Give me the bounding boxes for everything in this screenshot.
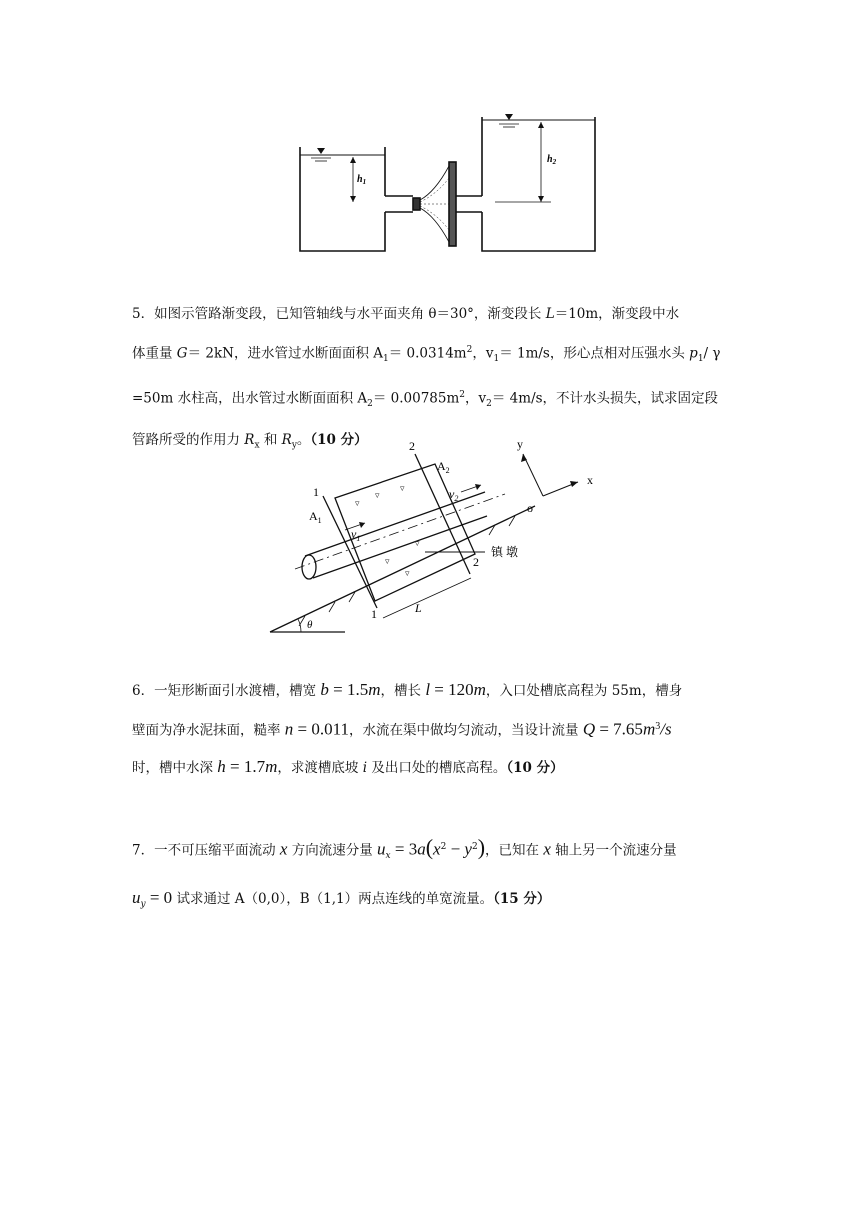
q7-line-2 [132, 877, 742, 926]
q5-text: 5．如图示管路渐变段，已知管轴线与水平面夹角 θ＝30°，渐变段长 [132, 306, 546, 322]
q6-text: 及出口处的槽底高程。 [367, 759, 507, 776]
a1-sub: 1 [317, 516, 322, 525]
svg-text:▿: ▿ [405, 568, 410, 578]
q6-text: ，槽长 [380, 683, 426, 699]
q5-text: ，v [472, 345, 494, 362]
q5-text: ＝ 1m/s，形心点相对压强水头 [499, 345, 690, 362]
svg-text:▿: ▿ [385, 556, 390, 566]
sub: x [254, 441, 260, 452]
h2-label: h [547, 154, 553, 165]
var-b: b [320, 680, 329, 699]
a2-sub: 2 [445, 466, 450, 475]
q5-line-2 [132, 332, 742, 377]
h2-sub: 2 [552, 158, 557, 166]
var-Q: Q [582, 719, 596, 739]
section-2-bottom-label: 2 [473, 555, 479, 569]
q6-text: ，入口处槽底高程为 55m，槽身 [485, 683, 683, 699]
q5-text: ＝10m，渐变段中水 [554, 306, 680, 322]
eq: = 3 [390, 839, 418, 859]
svg-text:▿: ▿ [355, 498, 360, 508]
q5-text: 体重量 [132, 345, 177, 362]
sub: 1 [493, 354, 500, 365]
section-2-top-label: 2 [409, 439, 415, 453]
q7-score: （15 分） [493, 891, 551, 908]
q5-text: / γ [703, 345, 721, 362]
q6-text: 壁面为净水泥抹面，糙率 [132, 722, 285, 739]
svg-text:▿: ▿ [375, 490, 380, 500]
q7-line-1 [132, 826, 742, 877]
q6-text: 时，槽中水深 [132, 759, 218, 776]
sub: 1 [697, 354, 704, 365]
unit: m [642, 719, 656, 739]
q5-text: ＝ 0.00785m [372, 390, 460, 407]
length-label: L [415, 601, 422, 615]
svg-text:▿: ▿ [415, 538, 420, 548]
q5-line-1 [132, 296, 742, 332]
var-R: R [281, 432, 292, 449]
sub: y [291, 441, 297, 452]
paren: ) [477, 834, 486, 860]
q7-text: 轴上另一个流速分量 [550, 842, 677, 859]
sub: 2 [486, 399, 492, 410]
svg-text:h2 [547, 154, 557, 166]
unit: m [368, 680, 381, 699]
question-6 [132, 672, 742, 786]
var-a: a [417, 839, 426, 859]
q5-text: 和 [259, 432, 282, 449]
q7-text: 7．一不可压缩平面流动 [132, 842, 280, 859]
var-h: h [217, 756, 226, 776]
unit: m [473, 680, 486, 699]
q7-text: 试求通过 A（0,0），B（1,1）两点连线的单宽流量。 [172, 891, 494, 908]
var-u: u [132, 888, 141, 908]
var-x: x [279, 839, 288, 859]
var-n: n [284, 719, 294, 739]
var-p: p [689, 345, 698, 362]
tank-jet-figure [295, 112, 600, 262]
value: = 0.011 [293, 719, 350, 739]
var-G: G [176, 345, 188, 362]
angle-label: θ [307, 619, 313, 631]
q5-text: =50m 水柱高，出水管过水断面面积 A [132, 390, 368, 407]
svg-text:h1 [357, 174, 366, 186]
q6-score: （10 分） [506, 759, 564, 776]
sub: x [385, 851, 391, 862]
sup: 2 [440, 842, 447, 852]
q5-line-3 [132, 377, 742, 422]
unit: /s [660, 719, 672, 739]
q6-line-1 [132, 672, 742, 709]
var-R: R [244, 432, 255, 449]
q6-line-2 [132, 709, 742, 749]
value: = 7.65 [595, 719, 643, 739]
q6-line-3 [132, 749, 742, 786]
svg-text:A1 [309, 509, 322, 525]
q6-text: ，求渡槽底坡 [277, 759, 363, 776]
paren: ( [425, 834, 434, 860]
svg-text:v2 [449, 487, 458, 503]
var-x: x [433, 839, 441, 859]
v2-label: v [449, 487, 455, 501]
var-x: x [543, 839, 551, 859]
value: = 120 [430, 680, 474, 699]
pipe-transition-figure [265, 436, 615, 636]
sup: 2 [466, 345, 473, 355]
svg-text:v1 [351, 527, 360, 543]
h1-label: h [357, 174, 363, 185]
section-1-top-label: 1 [313, 485, 319, 499]
var-l: l [425, 680, 431, 699]
q5-text: 。 [296, 432, 311, 449]
value: = 1.7 [225, 756, 266, 776]
h1-sub: 1 [362, 178, 367, 186]
q5-text: ＝ 2kN，进水管过水断面面积 A [187, 345, 384, 362]
anchor-block-label: 镇 墩 [491, 545, 519, 559]
var-u: u [377, 839, 386, 859]
sub: 2 [367, 399, 373, 410]
sup: 3 [655, 721, 661, 732]
svg-text:A2 [437, 459, 450, 475]
q7-text: ，已知在 [485, 842, 544, 859]
sup: 2 [471, 842, 478, 852]
q5-text: 管路所受的作用力 [132, 432, 245, 449]
svg-text:▿: ▿ [400, 483, 405, 493]
minus: − [446, 839, 465, 859]
q5-text: ，v [465, 390, 487, 407]
y-axis-label: y [517, 437, 523, 451]
v1-label: v [351, 527, 357, 541]
value: = 1.5 [328, 680, 369, 699]
v1-sub: 1 [356, 534, 361, 543]
sub: 1 [383, 354, 389, 365]
var-y: y [464, 839, 472, 859]
q5-text: ＝ 0.0314m [388, 345, 467, 362]
q5-score: （10 分） [310, 432, 368, 449]
q6-text: 6．一矩形断面引水渡槽，槽宽 [132, 683, 321, 699]
sup: 2 [459, 390, 466, 401]
var-L: L [545, 306, 555, 322]
q5-text: ＝ 4m/s，不计水头损失，试求固定段 [491, 390, 719, 407]
eq: = 0 [145, 888, 173, 908]
unit: m [265, 756, 278, 776]
section-1-bottom-label: 1 [371, 607, 377, 621]
q7-text: 方向流速分量 [287, 842, 378, 859]
sub: y [140, 899, 146, 910]
q6-text: ，水流在渠中做均匀流动，当设计流量 [349, 722, 583, 739]
v2-sub: 2 [454, 494, 459, 503]
a2-label: A [437, 459, 446, 473]
question-7 [132, 826, 742, 926]
a1-label: A [309, 509, 318, 523]
var-i: i [362, 759, 368, 776]
origin-label: o [527, 501, 533, 515]
x-axis-label: x [587, 473, 593, 487]
